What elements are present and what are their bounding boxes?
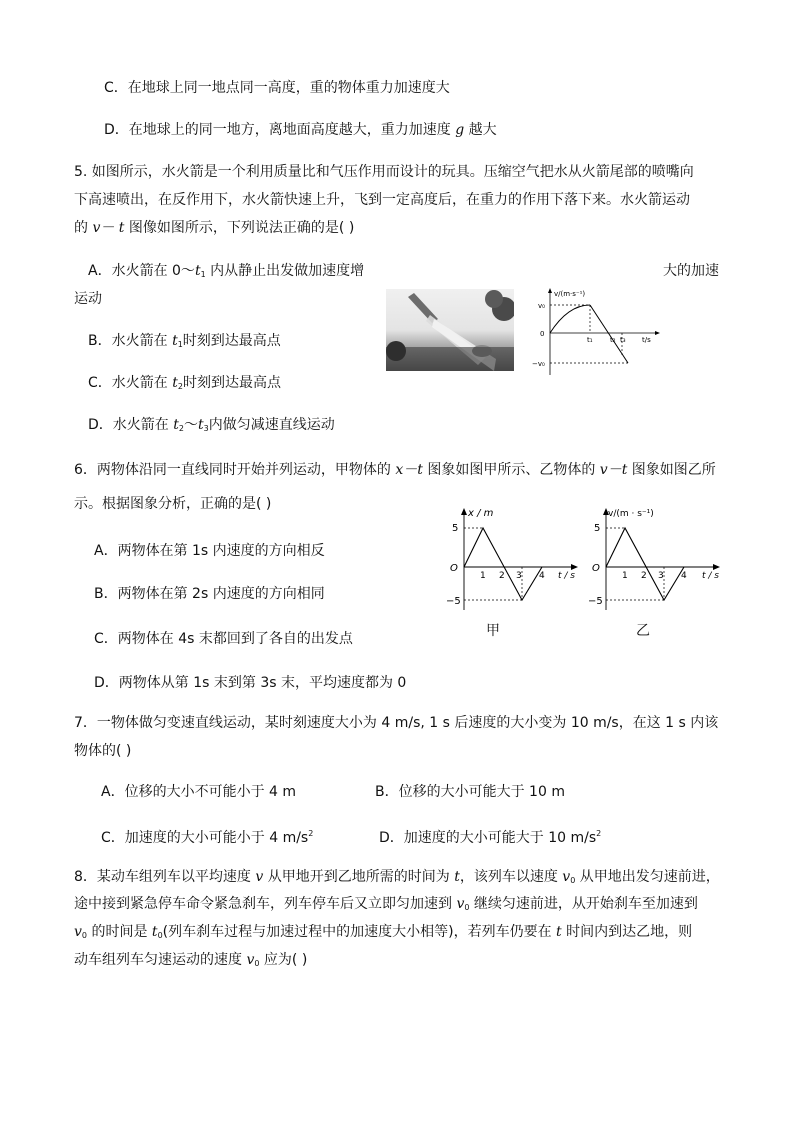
q5-option-a-line2: 运动 — [74, 291, 102, 307]
q5-option-c: C．水火箭在 $t_2$时刻到达最高点 — [88, 375, 281, 391]
q6-vt-graph — [582, 502, 732, 614]
q6-graph-a-caption: 甲 — [486, 623, 500, 639]
q6-option-c: C．两物体在 4s 末都回到了各自的出发点 — [94, 631, 353, 647]
q4-option-d: D．在地球上的同一地方，离地面高度越大，重力加速度 g 越大 — [104, 122, 497, 138]
q5-stem-line3: 的 v－ t 图像如图所示，下列说法正确的是( ) — [74, 220, 355, 236]
q5-graph-ylabel: v/(m·s⁻¹) — [554, 290, 586, 298]
q5-option-b: B．水火箭在 $t_1$时刻到达最高点 — [88, 333, 281, 349]
q7-option-d: D．加速度的大小可能大于 10 $m/s^2$ — [379, 829, 602, 846]
q5-option-d: D．水火箭在 $t_2\sim t_3$内做匀减速直线运动 — [88, 417, 335, 433]
q5-graph-negv0: −v₀ — [532, 360, 545, 368]
q6-stem-line2: 示。根据图象分析，正确的是( ) — [74, 496, 272, 512]
q6a-origin: O — [450, 563, 458, 574]
q6b-y-pos: 5 — [594, 523, 601, 534]
q6-option-d: D．两物体从第 1s 末到第 3s 末，平均速度都为 0 — [94, 675, 407, 691]
q5-option-a: A．水火箭在 $0\sim t_1$ 内从静止出发做加速度增 — [88, 263, 365, 279]
q6-option-b: B．两物体在第 2s 内速度的方向相同 — [94, 586, 325, 602]
water-rocket-illustration — [386, 289, 514, 371]
q6b-origin: O — [592, 563, 600, 574]
q5-graph-t1: t₁ — [587, 336, 593, 344]
q6b-tick-1: 1 — [622, 571, 628, 581]
q7-option-b: B．位移的大小可能大于 10 m — [375, 784, 565, 800]
q6b-tick-4: 4 — [681, 571, 687, 581]
q7-stem-line2: 物体的( ) — [74, 743, 132, 759]
q5-stem-line1: 5. 如图所示，水火箭是一个利用质量比和气压作用而设计的玩具。压缩空气把水从火箭尾部的喷嘴向 — [74, 164, 694, 180]
q5-graph-t2: t₂ — [610, 336, 616, 344]
q6a-tick-3: 3 — [516, 571, 522, 581]
q6a-xlabel: t / s — [558, 571, 575, 581]
q4-option-c: C．在地球上同一地点同一高度，重的物体重力加速度大 — [104, 80, 450, 96]
q6b-y-neg: −5 — [588, 596, 603, 607]
q6a-tick-1: 1 — [480, 571, 486, 581]
water-rocket-photo — [386, 289, 514, 371]
q8-stem-line2: 途中接到紧急停车命令紧急刹车，列车停车后又立即匀加速到 $v_0$ 继续匀速前进，从开始刹车至加速到 — [74, 896, 698, 912]
q6-graph-b-caption: 乙 — [636, 623, 650, 639]
q6a-ylabel: x / m — [468, 508, 494, 519]
q5-graph-xlabel: t/s — [642, 336, 651, 344]
q6b-tick-2: 2 — [641, 571, 647, 581]
q6a-tick-2: 2 — [499, 571, 505, 581]
q6-stem-line1: 6．两物体沿同一直线同时开始并列运动，甲物体的 x－t 图象如图甲所示、乙物体的 v－t 图象如图乙所 — [74, 462, 716, 478]
q5-option-a-cont: 大的加速 — [663, 263, 719, 279]
q8-stem-line3: $v_0$ 的时间是 $t_0$(列车刹车过程与加速过程中的加速度大小相等)，若列车仍要在 t 时间内到达乙地，则 — [74, 924, 693, 940]
q6a-y-neg: −5 — [446, 596, 461, 607]
q8-stem-line4: 动车组列车匀速运动的速度 $v_0$ 应为( ) — [74, 952, 308, 968]
q8-stem-line1: 8．某动车组列车以平均速度 v 从甲地开到乙地所需的时间为 t，该列车以速度 $v_0$ 从甲地出发匀速前进， — [74, 869, 720, 885]
q5-graph-zero: 0 — [540, 330, 545, 338]
q6b-ylabel: v/(m · s⁻¹) — [608, 509, 654, 519]
q7-option-a: A．位移的大小不可能小于 4 m — [101, 784, 297, 800]
q6-xt-graph — [440, 502, 585, 614]
q7-stem-line1: 7．一物体做匀变速直线运动，某时刻速度大小为 4 m/s, 1 s 后速度的大小变为 10 m/s，在这 1 s 内该 — [74, 715, 719, 731]
q6a-y-pos: 5 — [452, 523, 459, 534]
q6-option-a: A．两物体在第 1s 内速度的方向相反 — [94, 543, 325, 559]
q5-graph-t3: t₃ — [620, 336, 626, 344]
q5-vt-graph — [530, 285, 665, 380]
q5-stem-line2: 下高速喷出，在反作用下，水火箭快速上升，飞到一定高度后，在重力的作用下落下来。水火箭运动 — [74, 192, 690, 208]
q6b-xlabel: t / s — [702, 571, 719, 581]
q6b-tick-3: 3 — [658, 571, 664, 581]
q5-graph-v0: v₀ — [538, 302, 545, 310]
q7-option-c: C．加速度的大小可能小于 4 $m/s^2$ — [101, 829, 314, 846]
q6a-tick-4: 4 — [539, 571, 545, 581]
